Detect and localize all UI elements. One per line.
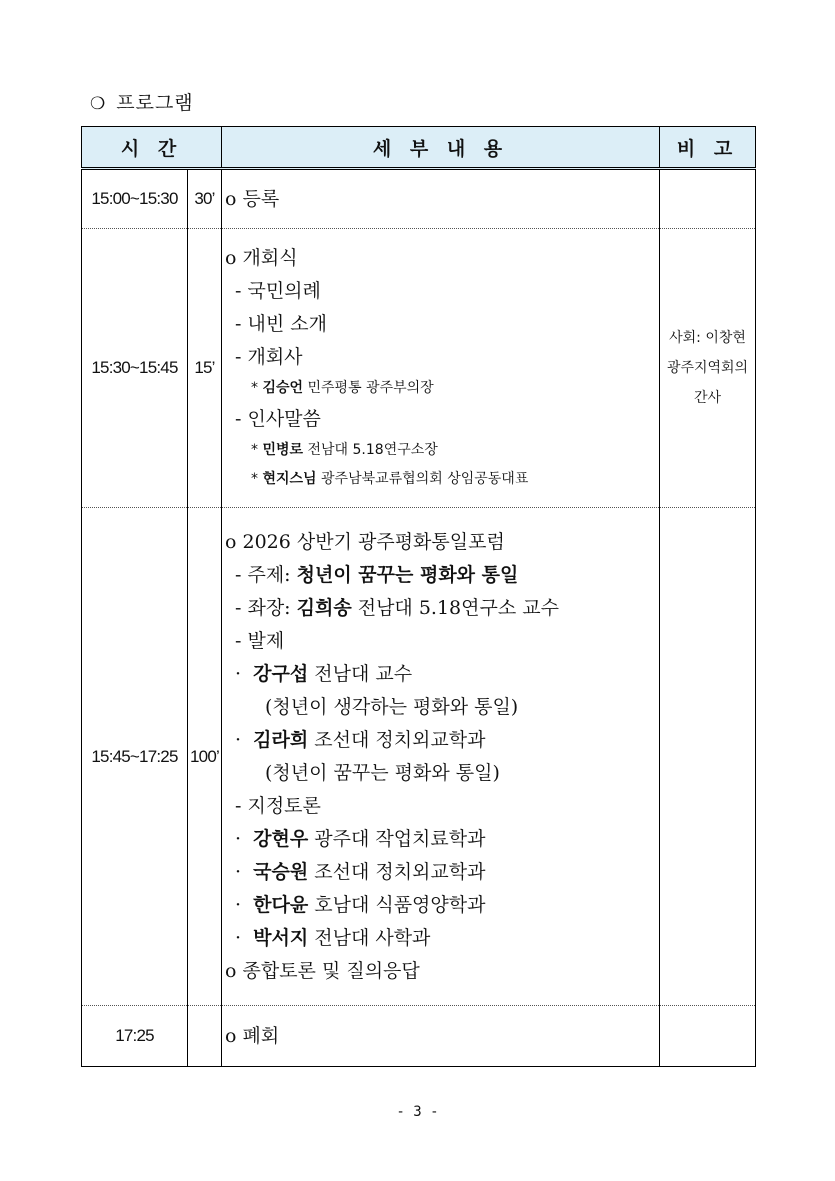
detail-cell bbox=[222, 508, 660, 1006]
line-text: (청년이 꿈꾸는 평화와 통일) bbox=[265, 761, 500, 784]
detail-line bbox=[225, 790, 659, 823]
detail-line bbox=[225, 922, 659, 955]
note-line: 사회: 이창현 bbox=[669, 330, 746, 346]
speaker-name: 김희송 bbox=[296, 596, 352, 619]
speaker-name: 현지스님 bbox=[262, 471, 317, 487]
line-text: · bbox=[235, 662, 254, 685]
detail-line bbox=[225, 625, 659, 658]
line-text-rest: 전남대 사학과 bbox=[308, 926, 431, 949]
detail-line bbox=[225, 658, 659, 691]
line-text: · bbox=[235, 860, 254, 883]
page-number: - 3 - bbox=[396, 1104, 439, 1120]
line-text: o 폐회 bbox=[225, 1024, 280, 1047]
line-text: * bbox=[251, 471, 263, 487]
detail-line bbox=[225, 374, 659, 403]
line-text: o 2026 상반기 광주평화통일포럼 bbox=[225, 530, 505, 553]
detail-cell bbox=[222, 229, 660, 508]
line-text-rest: 광주남북교류협의회 상임공동대표 bbox=[316, 471, 529, 487]
note-line: 광주지역회의 bbox=[666, 360, 749, 376]
line-text: * bbox=[251, 442, 263, 458]
detail-line bbox=[225, 436, 659, 465]
line-text: · bbox=[235, 827, 254, 850]
line-text: · bbox=[235, 893, 254, 916]
detail-line bbox=[225, 757, 659, 790]
header-detail: 세 부 내 용 bbox=[222, 127, 660, 169]
speaker-name: 청년이 꿈꾸는 평화와 통일 bbox=[296, 563, 519, 586]
line-text: o 등록 bbox=[225, 187, 280, 210]
detail-line bbox=[225, 889, 659, 922]
line-text: · bbox=[235, 728, 254, 751]
time-cell: 17:25 bbox=[82, 1006, 188, 1067]
table-row bbox=[82, 1006, 756, 1067]
speaker-name: 한다윤 bbox=[253, 893, 309, 916]
detail-line bbox=[225, 341, 659, 374]
line-text-rest: 조선대 정치외교학과 bbox=[308, 860, 486, 883]
header-note: 비 고 bbox=[660, 127, 756, 169]
header-time: 시 간 bbox=[82, 127, 222, 169]
line-text-rest: 호남대 식품영양학과 bbox=[308, 893, 486, 916]
detail-line bbox=[225, 1020, 659, 1053]
line-text: - 인사말씀 bbox=[235, 408, 321, 430]
detail-line bbox=[225, 526, 659, 559]
program-table-body bbox=[82, 169, 756, 1067]
line-text-rest: 전남대 5.18연구소 교수 bbox=[351, 596, 559, 619]
line-text-rest: 조선대 정치외교학과 bbox=[308, 728, 486, 751]
line-text: o 종합토론 및 질의응답 bbox=[225, 959, 420, 982]
line-text: - 개회사 bbox=[235, 346, 303, 368]
speaker-name: 김승언 bbox=[262, 380, 304, 396]
duration-cell bbox=[188, 1006, 222, 1067]
table-row bbox=[82, 169, 756, 229]
note-cell bbox=[660, 508, 756, 1006]
line-text: o 개회식 bbox=[225, 247, 298, 269]
detail-line bbox=[225, 559, 659, 592]
table-row bbox=[82, 508, 756, 1006]
time-cell: 15:00~15:30 bbox=[82, 169, 188, 229]
line-text: - 발제 bbox=[235, 629, 285, 652]
speaker-name: 강현우 bbox=[253, 827, 309, 850]
line-text-rest: 전남대 5.18연구소장 bbox=[303, 442, 438, 458]
table-header-row bbox=[82, 127, 756, 169]
section-heading-text: 프로그램 bbox=[116, 92, 194, 114]
line-text: (청년이 생각하는 평화와 통일) bbox=[265, 695, 519, 718]
circle-bullet-icon: ❍ bbox=[90, 94, 107, 114]
line-text: - 지정토론 bbox=[235, 794, 321, 817]
detail-line bbox=[225, 403, 659, 436]
section-heading bbox=[90, 88, 194, 115]
detail-line bbox=[225, 308, 659, 341]
note-cell bbox=[660, 1006, 756, 1067]
line-text: * bbox=[251, 380, 263, 396]
duration-cell: 100’ bbox=[188, 508, 222, 1006]
detail-line bbox=[225, 724, 659, 757]
line-text-rest: 광주대 작업치료학과 bbox=[308, 827, 486, 850]
detail-line bbox=[225, 856, 659, 889]
detail-line bbox=[225, 691, 659, 724]
speaker-name: 김라희 bbox=[253, 728, 309, 751]
detail-line bbox=[225, 242, 659, 275]
line-text: · bbox=[235, 926, 254, 949]
detail-line bbox=[225, 465, 659, 494]
program-table bbox=[81, 126, 756, 1067]
line-text-rest: 전남대 교수 bbox=[308, 662, 413, 685]
line-text: - 내빈 소개 bbox=[235, 313, 327, 335]
line-text: - 좌장: bbox=[235, 596, 297, 619]
speaker-name: 강구섭 bbox=[253, 662, 309, 685]
note-cell bbox=[660, 229, 756, 508]
time-cell: 15:45~17:25 bbox=[82, 508, 188, 1006]
note-line: 간사 bbox=[693, 390, 722, 406]
detail-line bbox=[225, 592, 659, 625]
detail-cell bbox=[222, 1006, 660, 1067]
time-cell: 15:30~15:45 bbox=[82, 229, 188, 508]
line-text: - 국민의례 bbox=[235, 280, 321, 302]
speaker-name: 박서지 bbox=[253, 926, 309, 949]
line-text-rest: 민주평통 광주부의장 bbox=[303, 380, 434, 396]
detail-line bbox=[225, 183, 659, 216]
duration-cell: 30’ bbox=[188, 169, 222, 229]
detail-cell bbox=[222, 169, 660, 229]
table-row bbox=[82, 229, 756, 508]
duration-cell: 15’ bbox=[188, 229, 222, 508]
note-cell bbox=[660, 169, 756, 229]
line-text: - 주제: bbox=[235, 563, 297, 586]
detail-line bbox=[225, 955, 659, 988]
speaker-name: 민병로 bbox=[262, 442, 304, 458]
detail-line bbox=[225, 275, 659, 308]
speaker-name: 국승원 bbox=[253, 860, 309, 883]
detail-line bbox=[225, 823, 659, 856]
